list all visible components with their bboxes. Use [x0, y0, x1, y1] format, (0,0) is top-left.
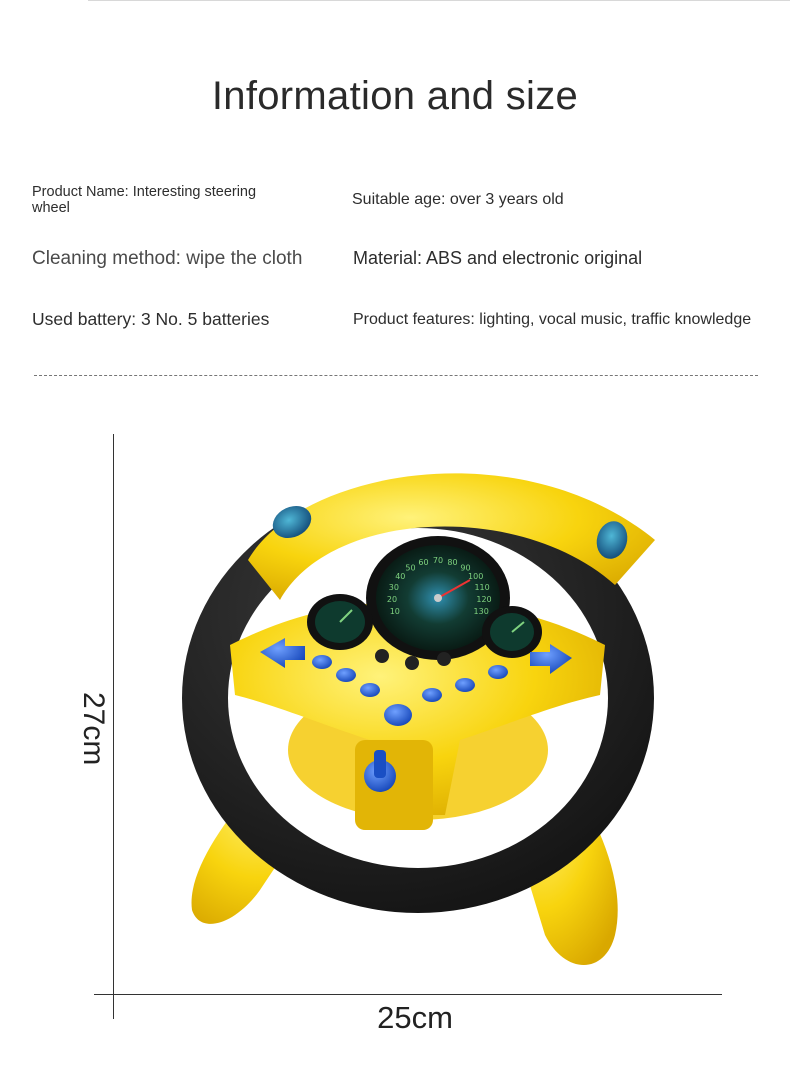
sound-button-2[interactable] [336, 668, 356, 682]
dashed-divider [34, 375, 758, 376]
spec-suitable-age: Suitable age: over 3 years old [352, 191, 564, 208]
width-label: 25cm [377, 1000, 453, 1035]
speed-tick-label: 20 [386, 595, 398, 605]
fuel-gauge-left [307, 594, 373, 650]
width-dimension-line [94, 994, 722, 995]
speed-tick-label: 120 [476, 595, 492, 605]
top-divider [88, 0, 790, 1]
speed-tick-label: 130 [473, 607, 489, 616]
sound-button-4[interactable] [422, 688, 442, 702]
spec-product-name: Product Name: Interesting steering wheel [32, 184, 257, 216]
horn-button[interactable] [384, 704, 412, 726]
speed-tick-label: 50 [405, 563, 416, 573]
temperature-gauge-right [482, 606, 542, 658]
sound-button-1[interactable] [312, 655, 332, 669]
sound-button-3[interactable] [360, 683, 380, 697]
spec-features: Product features: lighting, vocal music, traffic knowledge [353, 311, 752, 328]
sound-button-5[interactable] [488, 665, 508, 679]
spec-material: Material: ABS and electronic original [353, 248, 643, 268]
spec-battery: Used battery: 3 No. 5 batteries [32, 309, 270, 329]
speed-tick-label: 30 [388, 583, 399, 593]
speed-tick-label: 100 [468, 572, 484, 582]
speed-tick-label: 80 [447, 557, 458, 567]
hazard-button[interactable] [455, 678, 475, 692]
height-dimension-line [113, 434, 114, 1019]
speed-tick-label: 60 [418, 557, 429, 567]
speed-tick-label: 110 [474, 583, 490, 593]
speed-tick-label: 40 [395, 572, 406, 582]
speed-tick-label: 90 [460, 563, 471, 573]
steering-wheel-image [160, 430, 700, 990]
speed-tick-label: 10 [389, 607, 400, 616]
spec-cleaning-method: Cleaning method: wipe the cloth [32, 248, 303, 269]
height-label: 27cm [77, 692, 110, 766]
speed-tick-label: 70 [432, 556, 444, 565]
page-title: Information and size [211, 74, 579, 118]
